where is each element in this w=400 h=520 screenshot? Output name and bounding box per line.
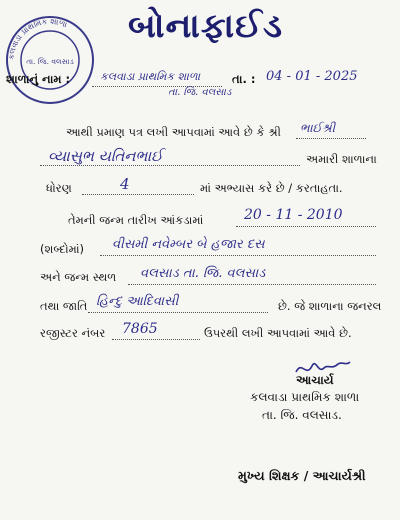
svg-text:કલવાડા પ્રાથમિક શાળા (7, 17, 68, 60)
stamp-outer-text: કલવાડા પ્રાથમિક શાળા (6, 16, 69, 61)
register-label: રજીસ્ટર નંબર (40, 326, 106, 340)
caste-dotline (88, 312, 268, 313)
std-dotline (82, 194, 194, 195)
register-value: 7865 (122, 321, 158, 337)
dob-words-dotline (100, 255, 376, 256)
date-value: 04 - 01 - 2025 (266, 69, 358, 84)
stamp-inner-text: તા. જિ. વલસાડ (26, 57, 74, 66)
school-label: શાળાનું નામ : (6, 72, 71, 86)
birthplace-value: વલસાડ તા. જિ. વલસાડ (140, 266, 266, 281)
register-dotline (112, 339, 200, 340)
birthplace-label: અને જન્મ સ્થળ (40, 270, 117, 284)
school-name-value: કલવાડા પ્રાથમિક શાળા (100, 70, 201, 83)
words-label: (શબ્દોમાં) (40, 242, 85, 256)
register-suffix-text: ઉપરથી લખી આપવામાં આવે છે. (204, 326, 352, 340)
dob-words-value: વીસમી નવેમ્બર બે હજાર દસ (112, 237, 265, 252)
std-label: ધોરણ (46, 181, 72, 195)
honorific-dotline (296, 138, 366, 139)
footer-signatory: મુખ્ય શિક્ષક / આચાર્યશ્રી (238, 468, 366, 483)
date-label: તા. : (232, 72, 256, 86)
intro-text: આથી પ્રમાણ પત્ર લખી આપવામાં આવે છે કે શ્રી (66, 125, 281, 139)
principal-location: તા. જિ. વલસાડ. (262, 408, 342, 422)
dob-label: તેમની જન્મ તારીખ આંકડામાં (68, 213, 204, 227)
birthplace-dotline (128, 284, 376, 285)
student-name-dotline (40, 165, 300, 166)
caste-value: હિન્દુ આદિવાસી (96, 294, 179, 309)
std-value: 4 (120, 175, 130, 193)
caste-suffix-text: છે. જે શાળાના જનરલ (278, 299, 382, 313)
dob-dotline (236, 226, 376, 227)
studying-text: માં અભ્યાસ કરે છે / કરતાહતા. (200, 181, 343, 195)
caste-label: તથા જાતિ (40, 299, 88, 313)
dob-value: 20 - 11 - 2010 (244, 207, 343, 223)
student-name-value: વ્યાસુભ યતિનભાઈ (48, 147, 163, 165)
school-location-value: તા. જિ. વલસાડ (168, 87, 232, 98)
honorific-value: ભાઈશ્રી (300, 121, 336, 135)
our-school-text: અમારી શાળાના (306, 152, 377, 166)
certificate-title: બોનાફાઈડ (128, 6, 284, 45)
school-stamp (4, 14, 96, 106)
principal-role: આચાર્ય (296, 373, 334, 387)
principal-school: કલવાડા પ્રાથમિક શાળા (250, 390, 360, 404)
